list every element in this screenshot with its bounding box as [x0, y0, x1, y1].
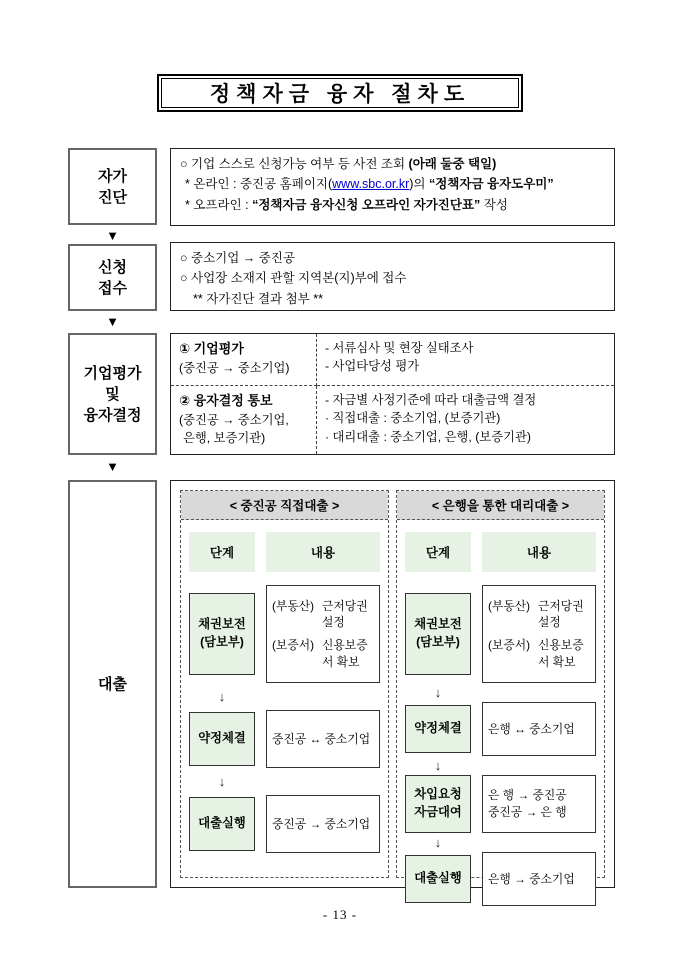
evaluation-step2-item: · 대리대출 : 중소기업, 은행, (보증기관) — [325, 429, 531, 444]
desc-box-agreement — [482, 702, 596, 756]
column-header-desc: 내용 — [482, 532, 596, 572]
evaluation-step1-subtitle: (중진공 → 중소기업) — [179, 360, 290, 375]
text: )의 — [409, 177, 429, 192]
loan-direct-step-3 — [189, 795, 380, 853]
loan-column-direct — [180, 490, 389, 878]
step-name: 차입요청 — [414, 787, 462, 802]
document-title-box — [157, 74, 523, 112]
stage-label-text: 신청 — [98, 258, 127, 276]
step-arrow-icon: ↓ — [434, 685, 442, 700]
text: * 온라인 : 중진공 홈페이지( — [185, 177, 333, 192]
flow-arrow-icon: ▼ — [106, 228, 119, 243]
text-bold: “정책자금 융자신청 오프라인 자가진단표” — [252, 197, 481, 212]
desc-line: 중진공 ↔ 중소기업 — [272, 731, 371, 746]
self-check-line-1 — [180, 154, 605, 174]
evaluation-step2-item: · 직접대출 : 중소기업, (보증기관) — [325, 411, 501, 426]
loan-agency-column-headers — [405, 532, 596, 572]
stage-label-apply — [68, 244, 157, 311]
flow-arrow-icon: ▼ — [106, 459, 119, 474]
step-box-disbursement: 대출실행 — [405, 855, 471, 903]
desc-box-disbursement — [266, 795, 380, 853]
apply-line-3: ** 자가진단 결과 첨부 ** — [193, 291, 323, 306]
stage-label-text: 자가 — [98, 167, 127, 185]
desc-kv — [272, 637, 374, 670]
desc-line: 중진공 → 은 행 — [488, 805, 567, 819]
stage-label-text: 접수 — [98, 279, 127, 297]
evaluation-step1-item: - 서류심사 및 현장 실태조사 — [325, 341, 474, 355]
step-box-collateral — [405, 593, 471, 675]
stage-label-loan — [68, 480, 157, 888]
page-number: - 13 - — [322, 907, 358, 922]
apply-line-1: ○ 중소기업 → 중진공 — [180, 251, 295, 265]
sbc-homepage-link[interactable]: www.sbc.or.kr — [332, 177, 410, 192]
kv-key: (부동산) — [272, 598, 315, 613]
kv-key: (보증서) — [488, 638, 531, 652]
desc-box-agreement — [266, 710, 380, 768]
column-header-step: 단계 — [405, 532, 471, 572]
stage-content-evaluation — [170, 333, 615, 455]
evaluation-step2-label — [171, 386, 317, 454]
evaluation-step1-details — [317, 334, 614, 386]
loan-direct-step-2 — [189, 710, 380, 768]
apply-line-2: ○ 사업장 소재지 관할 지역본(지)부에 접수 — [180, 271, 407, 286]
text: * 오프라인 : — [185, 197, 253, 212]
loan-diagram — [170, 480, 615, 888]
stage-label-text: 융자결정 — [83, 406, 142, 424]
flow-arrow-icon: ▼ — [106, 314, 119, 329]
stage-label-text: 및 — [105, 385, 120, 403]
step-name: 자금대여 — [414, 805, 462, 819]
evaluation-step1-item: - 사업타당성 평가 — [325, 359, 420, 374]
desc-box-disbursement — [482, 852, 596, 906]
stage-label-text: 대출 — [98, 675, 127, 693]
desc-kv — [272, 598, 374, 631]
desc-line: 은행 ↔ 중소기업 — [488, 721, 575, 736]
stage-label-text: 진단 — [98, 188, 127, 206]
self-check-line-2 — [180, 174, 605, 194]
step-name: (담보부) — [200, 635, 244, 649]
evaluation-step2-item: - 자금별 사정기준에 따라 대출금액 결정 — [325, 393, 537, 407]
step-box-collateral — [189, 593, 255, 675]
loan-column-agency — [396, 490, 605, 886]
desc-kv — [488, 598, 590, 631]
step-arrow-icon: ↓ — [434, 758, 442, 773]
text: 작성 — [480, 197, 508, 212]
loan-direct-column-headers — [189, 532, 380, 572]
step-arrow-icon: ↓ — [434, 835, 442, 850]
column-header-desc: 내용 — [266, 532, 380, 572]
loan-agency-step-1 — [405, 585, 596, 683]
desc-box-collateral — [266, 585, 380, 683]
step-arrow-icon: ↓ — [218, 774, 226, 789]
self-check-line-3 — [180, 195, 605, 215]
step-box-borrow-request — [405, 775, 471, 833]
desc-line: 은 행 → 중진공 — [488, 788, 567, 803]
page-title: 정책자금 융자 절차도 — [161, 78, 519, 108]
desc-box-borrow-request — [482, 775, 596, 833]
loan-direct-header: < 중진공 직접대출 > — [181, 491, 388, 520]
loan-agency-body — [397, 520, 604, 914]
kv-value: 신용보증서 확보 — [538, 638, 584, 669]
kv-value: 신용보증서 확보 — [322, 638, 368, 669]
text-bold: (아래 둘중 택일) — [408, 157, 497, 171]
evaluation-step1-label — [171, 334, 317, 386]
evaluation-step1-title: ① 기업평가 — [179, 341, 244, 356]
kv-key: (보증서) — [272, 638, 315, 652]
kv-value: 근저당권 설정 — [538, 598, 584, 630]
stage-label-text: 기업평가 — [83, 364, 142, 382]
evaluation-step2-subtitle: (중진공 → 중소기업, — [179, 412, 289, 427]
step-name: 채권보전 — [414, 617, 462, 632]
desc-line: 중진공 → 중소기업 — [272, 816, 371, 831]
loan-agency-header: < 은행을 통한 대리대출 > — [397, 491, 604, 520]
loan-agency-step-4 — [405, 852, 596, 906]
stage-content-apply — [170, 242, 615, 311]
kv-value: 근저당권 설정 — [322, 598, 368, 630]
loan-direct-step-1 — [189, 585, 380, 683]
loan-agency-step-3 — [405, 775, 596, 833]
text: ○ 기업 스스로 신청가능 여부 등 사전 조회 — [180, 157, 409, 171]
desc-box-collateral — [482, 585, 596, 683]
step-name: 채권보전 — [198, 617, 246, 632]
desc-kv — [488, 637, 590, 670]
step-box-agreement: 약정체결 — [189, 712, 255, 766]
step-arrow-icon: ↓ — [218, 689, 226, 704]
desc-line: 은행 → 중소기업 — [488, 871, 575, 886]
evaluation-step2-details — [317, 386, 614, 454]
kv-key: (부동산) — [488, 598, 531, 613]
step-name: (담보부) — [416, 635, 460, 649]
stage-label-self-check — [68, 148, 157, 225]
step-box-disbursement: 대출실행 — [189, 797, 255, 851]
evaluation-step2-title: ② 융자결정 통보 — [179, 393, 273, 408]
evaluation-step2-subtitle: 은행, 보증기관) — [183, 430, 266, 445]
step-box-agreement: 약정체결 — [405, 705, 471, 753]
loan-direct-body — [181, 520, 388, 877]
text-bold: “정책자금 융자도우미” — [428, 177, 554, 192]
stage-content-self-check — [170, 148, 615, 226]
loan-agency-step-2 — [405, 702, 596, 756]
column-header-step: 단계 — [189, 532, 255, 572]
stage-label-evaluation — [68, 333, 157, 455]
